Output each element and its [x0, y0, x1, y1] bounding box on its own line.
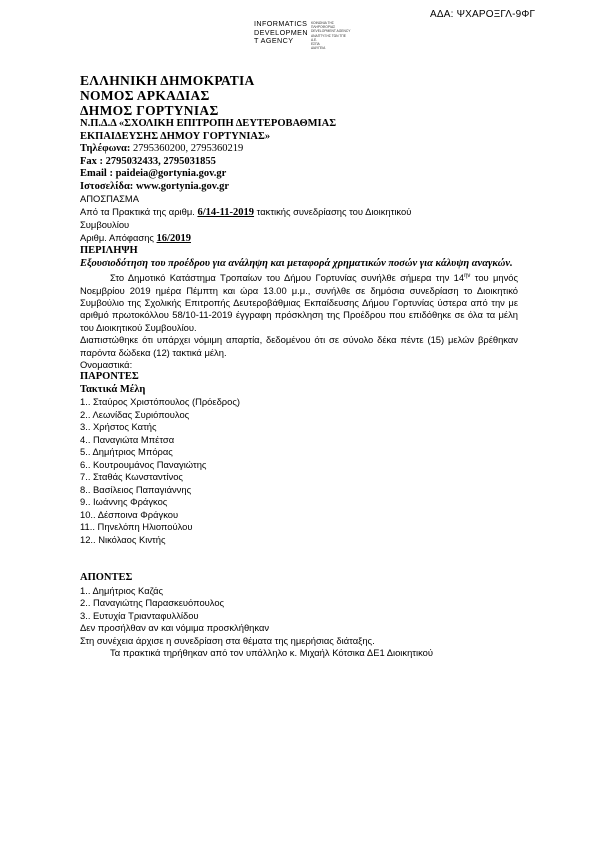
present-members-list — [80, 396, 518, 546]
summary-title: ΠΕΡΙΛΗΨΗ — [80, 245, 138, 256]
phone-label: Τηλέφωνα: — [80, 143, 131, 154]
phone-line — [80, 143, 518, 156]
org-name-line-1: Ν.Π.Δ.Δ «ΣΧΟΛΙΚΗ ΕΠΙΤΡΟΠΗ ΔΕΥΤΕΡΟΒΑΘΜΙΑΣ — [80, 118, 337, 129]
email-label: Email : — [80, 168, 113, 179]
list-item: 5.. Δημήτριος Μπόρας — [80, 446, 173, 458]
decision-number: 16/2019 — [156, 232, 191, 244]
list-item: 1.. Σταύρος Χριστόπουλος (Πρόεδρος) — [80, 396, 240, 408]
document-body — [80, 73, 518, 660]
website-value: www.gortynia.gov.gr — [133, 180, 229, 192]
absent-title: ΑΠΟΝΤΕΣ — [80, 572, 133, 584]
present-subtitle: Τακτικά Μέλη — [80, 383, 146, 395]
agenda-note: Στη συνέχεια άρχισε η συνεδρίαση στα θέματα της ημερήσιας διάταξης. — [80, 634, 375, 646]
logo-line-2: DEVELOPMEN — [254, 27, 308, 37]
present-title: ΠΑΡΟΝΤΕΣ — [80, 371, 139, 383]
list-item: 2.. Λεωνίδας Συριόπουλος — [80, 408, 190, 420]
logo-small-print: ΚΟΙΝΩΝΙΑ ΤΗΣ ΠΛΗΡΟΦΟΡΙΑΣ DEVELOPMENT AGENCY ΑΝΑΠΤΥΞΗΣ ΤΩΝ ΤΠΕ Α.Ε. ΕΣΠΑ ΔΙΑΥΓΕΙΑ — [310, 21, 351, 51]
email-value: paideia@gortynia.gov.gr — [112, 168, 227, 179]
list-item: 4.. Παναγιώτα Μπέτσα — [80, 433, 175, 445]
names-label: Ονομαστικά: — [80, 358, 133, 370]
decision-number-line — [80, 232, 518, 246]
fax-value: 2795032433, 2795031855 — [103, 155, 216, 167]
decision-prefix: Αριθμ. Απόφασης — [80, 231, 157, 243]
minutes-keeper-paragraph: Τα πρακτικά τηρήθηκαν από τον υπάλληλο κ. Μιχαήλ Κότσικα ΔΕ1 Διοικητικού — [110, 647, 433, 659]
spacer — [80, 546, 518, 572]
meeting-superscript: ην — [464, 273, 471, 279]
website-line — [80, 181, 518, 194]
summary-text: Εξουσιοδότηση του προέδρου για ανάληψη και μεταφορά χρηματικών ποσών για κάλυψη αναγκών. — [80, 257, 513, 269]
absent-note: Δεν προσήλθαν αν και νόμιμα προσκλήθηκαν — [80, 622, 270, 634]
list-item: 12.. Νικόλαος Κιντής — [80, 533, 166, 545]
minutes-number: 6/14-11-2019 — [197, 206, 255, 218]
meeting-paragraph — [80, 270, 518, 334]
list-item: 11.. Πηνελόπη Ηλιοπούλου — [80, 521, 193, 533]
list-item: 8.. Βασίλειος Παπαγιάννης — [80, 483, 192, 495]
list-item: 7.. Σταθάς Κωνσταντίνος — [80, 471, 183, 483]
list-item: 3.. Χρήστος Κατής — [80, 421, 157, 433]
list-item: 2.. Παναγιώτης Παρασκευόπουλος — [80, 597, 225, 609]
meeting-text-b: του μηνός Νοεμβρίου 2019 ημέρα Πέμπτη και ώρα 13.00 μ.μ., συνήλθε σε δημόσια συνεδρίαση το Διοικητικό Συμβούλιο της Σχολικής Επιτροπής Δευτεροβάθμιας Εκπαίδευσης Δήμου Γορτυνίας ύστερα από την με αριθμό πρωτοκόλλου 58/10-11-2019 έγγραφη πρόσκληση της Προέδρου που επιδόθηκε σε όλα τα μέλη του Διοικητικού Συμβουλίου. — [80, 272, 518, 333]
quorum-paragraph: Διαπιστώθηκε ότι υπάρχει νόμιμη απαρτία, δεδομένου ότι σε σύνολο δέκα πέντε (15) μελών βρέθηκαν παρόντα δώδεκα (12) τακτικά μέλη. — [80, 334, 518, 358]
fax-label: Fax : — [80, 155, 104, 167]
logo-line-1: INFORMATICS — [254, 19, 308, 28]
heading-prefecture: ΝΟΜΟΣ ΑΡΚΑΔΙΑΣ — [80, 88, 210, 103]
phone-value: 2795360200, 2795360219 — [130, 143, 244, 154]
ada-code: ΑΔΑ: ΨΧΑΡΟΞΓΛ-9ΦΓ — [430, 9, 536, 20]
fax-line — [80, 156, 518, 169]
minutes-reference — [80, 206, 518, 220]
absent-members-list — [80, 585, 518, 623]
logo-text — [254, 20, 308, 50]
list-item: 6.. Κουτρουμάνος Παναγιώτης — [80, 458, 207, 470]
logo-line-3: T AGENCY — [254, 36, 294, 45]
list-item: 1.. Δημήτριος Καζάς — [80, 584, 164, 596]
list-item: 9.. Ιωάννης Φράγκος — [80, 496, 168, 508]
list-item: 10.. Δέσποινα Φράγκου — [80, 508, 179, 520]
informatics-agency-logo — [254, 20, 350, 50]
list-item: 3.. Ευτυχία Τριανταφυλλίδου — [80, 609, 199, 621]
website-label: Ιστοσελίδα: — [80, 180, 134, 192]
meeting-text-a: Στο Δημοτικό Κατάστημα Τροπαίων του Δήμου Γορτυνίας συνήλθε σήμερα την 14 — [110, 272, 465, 284]
email-line — [80, 168, 518, 181]
heading-republic: ΕΛΛΗΝΙΚΗ ΔΗΜΟΚΡΑΤΙΑ — [80, 73, 255, 88]
minutes-suffix: τακτικής συνεδρίασης του Διοικητικού — [254, 205, 412, 217]
heading-municipality: ΔΗΜΟΣ ΓΟΡΤΥΝΙΑΣ — [80, 103, 219, 118]
minutes-reference-line-2: Συμβουλίου — [80, 219, 130, 230]
org-name-line-2: ΕΚΠΑΙΔΕΥΣΗΣ ΔΗΜΟΥ ΓΟΡΤΥΝΙΑΣ» — [80, 130, 271, 142]
extract-title: ΑΠΟΣΠΑΣΜΑ — [80, 193, 139, 204]
minutes-prefix: Από τα Πρακτικά της αριθμ. — [80, 205, 198, 217]
